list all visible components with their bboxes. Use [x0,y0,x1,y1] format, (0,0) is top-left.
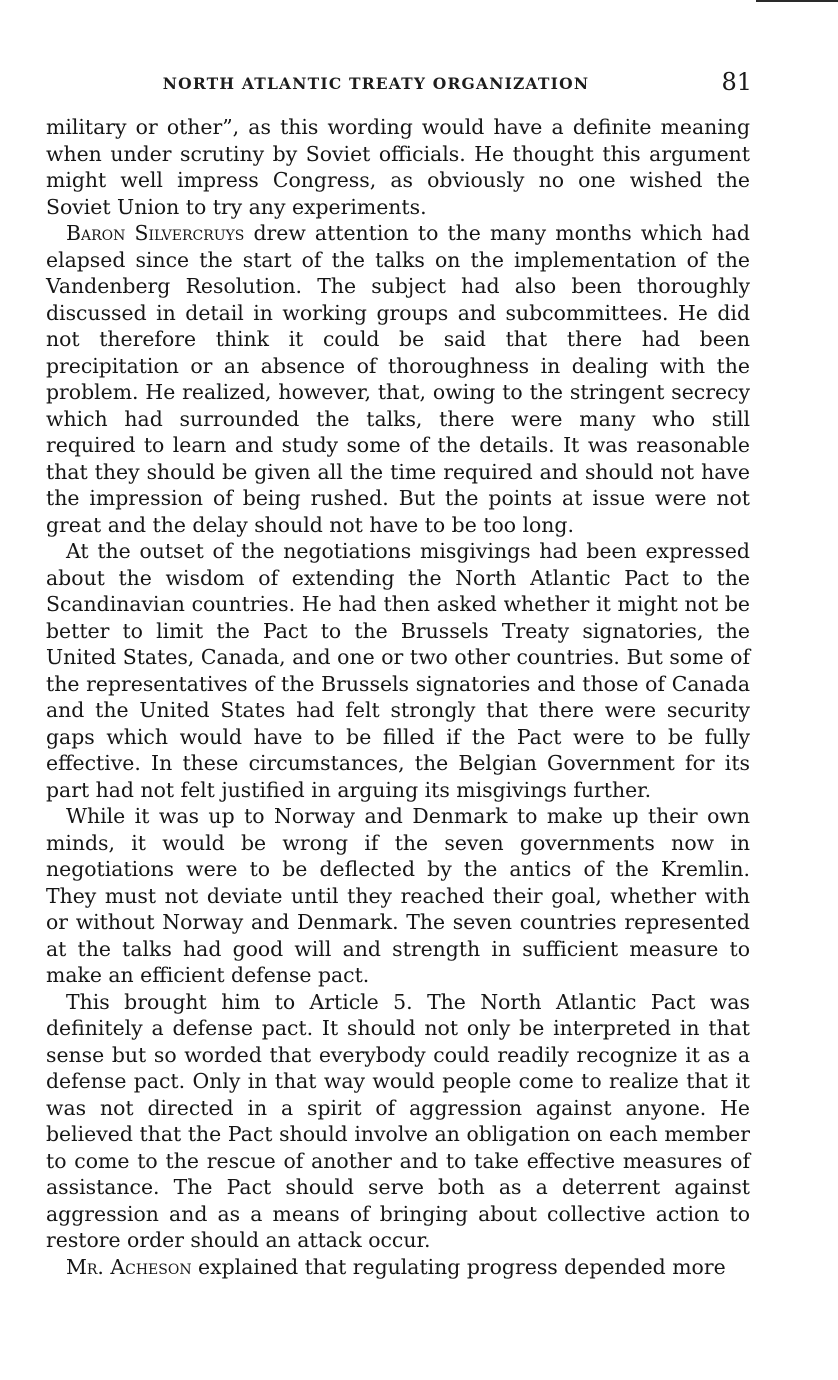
body-text [46,114,750,1280]
running-head [46,68,752,96]
paragraph-2 [46,220,750,538]
paragraph-4 [46,803,750,989]
paragraph-1-text: military or other”, as this wording would have a definite meaning when under scrutiny by Soviet officials. He thought this argument might well impress Congress, as obviously no one wished the Soviet Union to try any experiments. [46,115,750,219]
paragraph-6 [46,1254,750,1281]
paragraph-1 [46,114,750,220]
paragraph-5 [46,989,750,1254]
paragraph-4-text: While it was up to Norway and Denmark to make up their own minds, it would be wrong if the seven governments now in negotiations were to be deflected by the antics of the Kremlin. They must not deviate until they reached their goal, whether with or without Norway and Denmark. The seven countries represented at the talks had good will and strength in sufficient measure to make an efficient defense pact. [46,804,750,987]
paragraph-6-text: explained that regulating progress depended more [191,1254,726,1279]
paragraph-3 [46,538,750,803]
speaker-name: Baron Silvercruys [66,221,245,245]
paragraph-2-text: drew attention to the many months which had elapsed since the start of the talks on the implementation of the Vandenberg Resolution. The subject had also been thoroughly discussed in detail in working groups and subcommittees. He did not therefore think it could be said that there had been precipitation or an absence of thoroughness in dealing with the problem. He realized, however, that, owing to the stringent secrecy which had surrounded the talks, there were many who still required to learn and study some of the details. It was reasonable that they should be given all the time required and should not have the impression of being rushed. But the points at issue were not great and the delay should not have to be too long. [46,221,750,537]
top-corner-rule [756,0,838,2]
speaker-name: Mr. Acheson [66,1254,192,1279]
paragraph-5-text: This brought him to Article 5. The North Atlantic Pact was definitely a defense pact. It should not only be interpreted in that sense but so worded that everybody could readily recognize it as a defense pact. Only in that way would people come to realize that it was not directed in a spirit of aggression against anyone. He believed that the Pact should involve an obligation on each member to come to the rescue of another and to take effective measures of assistance. The Pact should serve both as a deterrent against aggression and as a means of bringing about collective action to restore order should an attack occur. [46,989,750,1252]
running-title: NORTH ATLANTIC TREATY ORGANIZATION [162,74,590,93]
page-number: 81 [721,68,752,96]
paragraph-3-text: At the outset of the negotiations misgivings had been expressed about the wisdom of extending the North Atlantic Pact to the Scandinavian countries. He had then asked whether it might not be better to limit the Pact to the Brussels Treaty signatories, the United States, Canada, and one or two other countries. But some of the representatives of the Brussels signatories and those of Canada and the United States had felt strongly that there were security gaps which would have to be filled if the Pact were to be fully effective. In these circumstances, the Belgian Government for its part had not felt justified in arguing its misgivings further. [46,539,750,802]
